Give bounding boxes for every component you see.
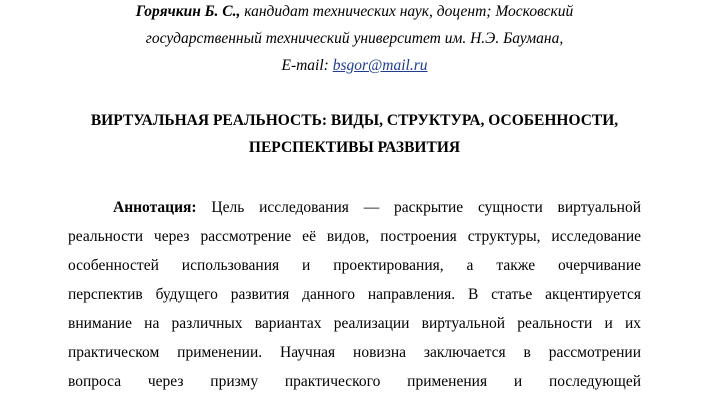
abstract-label: Аннотация: xyxy=(113,199,197,216)
author-block xyxy=(68,0,641,79)
email-link[interactable]: bsgor@mail.ru xyxy=(332,57,428,74)
author-email-line xyxy=(68,52,641,79)
author-line-1 xyxy=(68,0,641,25)
abstract-line-4: перспектив будущего развития данного направления. В статье акцентируется xyxy=(68,286,641,303)
email-label: E-mail: xyxy=(281,57,329,74)
article-title-line-2: ПЕРСПЕКТИВЫ РАЗВИТИЯ xyxy=(248,139,461,156)
abstract-text-1: Цель исследования — раскрытие сущности виртуальной xyxy=(196,199,641,216)
paper-page xyxy=(68,0,641,396)
abstract-line-1 xyxy=(68,193,641,222)
abstract-line-7: вопроса через призму практического применения и последующей xyxy=(68,373,641,390)
abstract-line-6: практическом применении. Научная новизна заключается в рассмотрении xyxy=(68,344,641,361)
abstract xyxy=(68,193,641,396)
author-credentials: кандидат технических наук, доцент; Московский xyxy=(240,3,574,20)
article-title-line-1: ВИРТУАЛЬНАЯ РЕАЛЬНОСТЬ: ВИДЫ, СТРУКТУРА, ОСОБЕННОСТИ, xyxy=(90,112,619,129)
article-title xyxy=(68,107,641,161)
abstract-line-5: внимание на различных вариантах реализации виртуальной реальности и их xyxy=(68,315,641,332)
author-name: Горячкин Б. С., xyxy=(135,3,241,20)
abstract-line-3: особенностей использования и проектирования, а также очерчивание xyxy=(68,257,641,274)
author-affiliation: государственный технический университет им. Н.Э. Баумана, xyxy=(145,30,564,47)
abstract-line-2: реальности через рассмотрение её видов, построения структуры, исследование xyxy=(68,228,641,245)
